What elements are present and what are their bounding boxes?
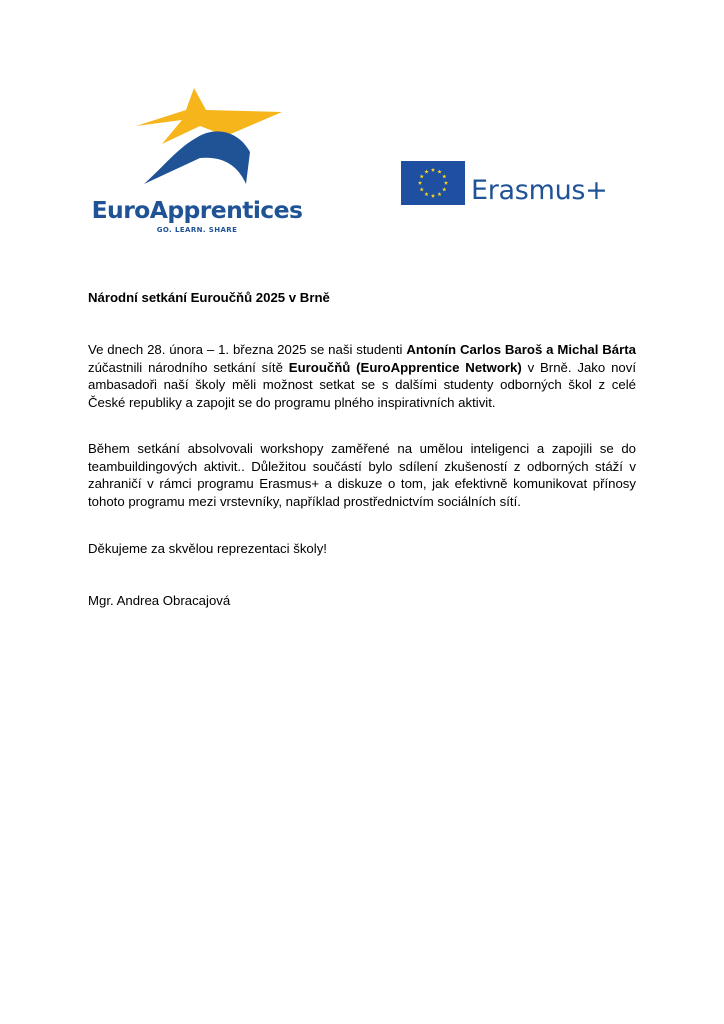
erasmus-plus-logo <box>401 161 616 207</box>
euroapprentices-tagline: GO. LEARN. SHARE <box>156 226 238 234</box>
eu-flag-icon <box>401 161 465 205</box>
network-name: Eurоučňů (EuroApprentice Network) <box>288 359 522 375</box>
star-swoosh-icon <box>134 86 294 186</box>
page-title: Národní setkání Euroučňů 2025 v Brně <box>88 290 330 305</box>
euroapprentices-wordmark: EuroApprentices <box>91 196 303 224</box>
euroapprentices-logo <box>84 86 310 236</box>
paragraph-intro <box>88 341 636 411</box>
erasmus-wordmark: Erasmus+ <box>471 175 608 206</box>
paragraph-thanks: Děkujeme za skvělou reprezentaci školy! <box>88 541 327 556</box>
paragraph-intro-part3: v Brně. Jako noví ambasadoři naší školy měli možnost setkat se s dalšími studenty odborných škol z celé České republiky a zapojit se do programu plného inspirativních aktivit. <box>88 359 636 410</box>
paragraph-intro-part2: zúčastnili národního setkání sítě <box>88 359 289 375</box>
signature: Mgr. Andrea Obracajová <box>88 593 231 608</box>
student-names: Antonín Carlos Baroš a Michal Bárta <box>406 342 636 357</box>
paragraph-intro-part1: Ve dnech 28. února – 1. března 2025 se naši studenti <box>88 342 407 357</box>
paragraph-workshops: Během setkání absolvovali workshopy zaměřené na umělou inteligenci a zapojili se do teambuildingových aktivit.. Důležitou součástí bylo sdílení zkušeností z odborných stáží v zahraničí v rámci programu Erasmus+ a diskuze o tom, jak efektivně komunikovat přínosy tohoto programu mezi vrstevníky, například prostřednictvím sociálních sítí. <box>88 441 636 509</box>
